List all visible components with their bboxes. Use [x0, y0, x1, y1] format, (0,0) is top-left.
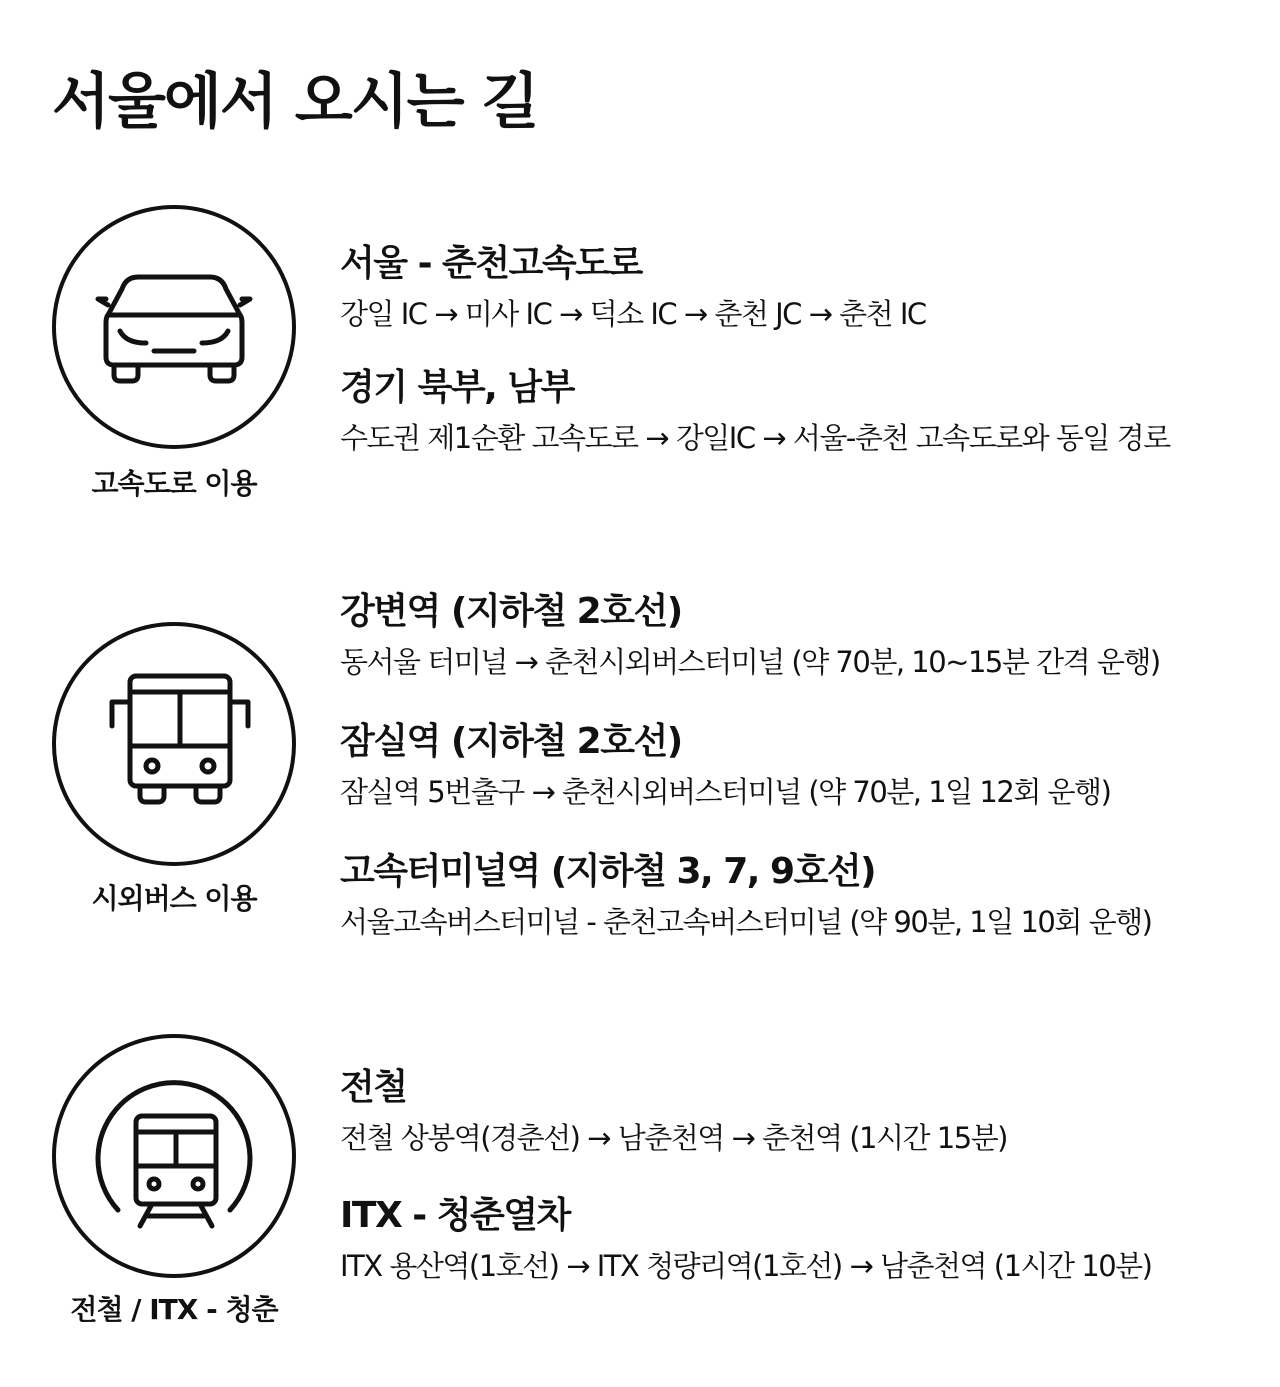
- route-item: [340, 590, 1260, 682]
- page-title: 서울에서 오시는 길: [52, 67, 538, 137]
- route-title: 잠실역 (지하철 2호선): [340, 721, 682, 762]
- route-title: 고속터미널역 (지하철 3, 7, 9호선): [340, 851, 876, 892]
- route-description: 동서울 터미널 → 춘천시외버스터미널 (약 70분, 10~15분 간격 운행): [340, 645, 1160, 679]
- route-item: [340, 850, 1260, 942]
- route-title: ITX - 청춘열차: [340, 1195, 570, 1236]
- route-title: 경기 북부, 남부: [340, 367, 574, 408]
- train-icon: [56, 1038, 292, 1274]
- bus-icon-circle: [52, 622, 296, 866]
- bus-icon: [56, 626, 292, 862]
- route-title: 서울 - 춘천고속도로: [340, 243, 642, 284]
- car-icon: [56, 209, 292, 445]
- route-item: [340, 366, 1260, 458]
- train-icon-circle: [52, 1034, 296, 1278]
- route-description: 수도권 제1순환 고속도로 → 강일IC → 서울-춘천 고속도로와 동일 경로: [340, 421, 1170, 455]
- route-title: 강변역 (지하철 2호선): [340, 591, 682, 632]
- route-description: 강일 IC → 미사 IC → 덕소 IC → 춘천 JC → 춘천 IC: [340, 297, 926, 331]
- route-item: [340, 1194, 1260, 1286]
- route-description: ITX 용산역(1호선) → ITX 청량리역(1호선) → 남춘천역 (1시간 10분): [340, 1249, 1152, 1283]
- highway-caption: 고속도로 이용: [91, 467, 257, 500]
- bus-caption: 시외버스 이용: [91, 882, 257, 915]
- car-icon-circle: [52, 205, 296, 449]
- route-description: 서울고속버스터미널 - 춘천고속버스터미널 (약 90분, 1일 10회 운행): [340, 905, 1152, 939]
- route-title: 전철: [340, 1067, 407, 1108]
- route-item: [340, 242, 1260, 334]
- route-description: 전철 상봉역(경춘선) → 남춘천역 → 춘천역 (1시간 15분): [340, 1121, 1007, 1155]
- train-caption: 전철 / ITX - 청춘: [70, 1293, 278, 1326]
- route-item: [340, 720, 1260, 812]
- route-description: 잠실역 5번출구 → 춘천시외버스터미널 (약 70분, 1일 12회 운행): [340, 775, 1111, 809]
- route-item: [340, 1066, 1260, 1158]
